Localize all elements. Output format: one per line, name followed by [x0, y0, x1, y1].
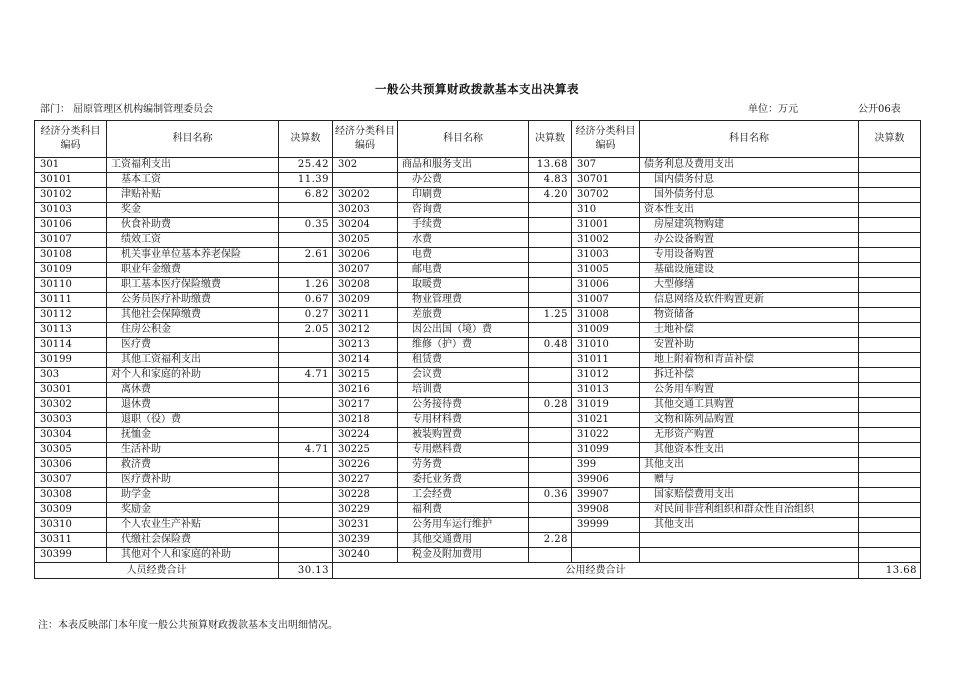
- name-cell: 专用材料费: [398, 413, 529, 428]
- name-cell: 其他支出: [640, 518, 859, 533]
- name-cell: 税金及附加费用: [398, 548, 529, 563]
- name-cell: [640, 533, 859, 548]
- name-cell: 取暖费: [398, 278, 529, 293]
- code-cell: 31007: [572, 293, 640, 308]
- code-cell: 31021: [572, 413, 640, 428]
- amount-cell: [859, 218, 921, 233]
- code-cell: 310: [572, 203, 640, 218]
- name-cell: 物业管理费: [398, 293, 529, 308]
- code-cell: 30204: [333, 218, 398, 233]
- code-cell: 303: [35, 368, 107, 383]
- name-cell: 离休费: [107, 383, 279, 398]
- code-cell: 30203: [333, 203, 398, 218]
- table-row: [35, 428, 921, 443]
- name-cell: 其他社会保障缴费: [107, 308, 279, 323]
- name-cell: 工会经费: [398, 488, 529, 503]
- amount-cell: [859, 443, 921, 458]
- code-cell: 30112: [35, 308, 107, 323]
- code-cell: 30108: [35, 248, 107, 263]
- amount-cell: 0.35: [279, 218, 333, 233]
- amount-cell: [859, 353, 921, 368]
- name-cell: 机关事业单位基本养老保险: [107, 248, 279, 263]
- code-cell: 301: [35, 158, 107, 173]
- amount-cell: [859, 428, 921, 443]
- name-cell: 物资储备: [640, 308, 859, 323]
- code-cell: 31003: [572, 248, 640, 263]
- name-cell: 国外债务付息: [640, 188, 859, 203]
- code-cell: 30101: [35, 173, 107, 188]
- amount-cell: [859, 323, 921, 338]
- code-cell: 30701: [572, 173, 640, 188]
- table-row: [35, 323, 921, 338]
- code-cell: 30228: [333, 488, 398, 503]
- name-cell: 津贴补贴: [107, 188, 279, 203]
- code-cell: 30212: [333, 323, 398, 338]
- table-row: [35, 278, 921, 293]
- code-cell: 30309: [35, 503, 107, 518]
- name-cell: 培训费: [398, 383, 529, 398]
- name-cell: 办公费: [398, 173, 529, 188]
- code-cell: 30229: [333, 503, 398, 518]
- code-cell: 30307: [35, 473, 107, 488]
- amount-cell: [529, 458, 572, 473]
- amount-cell: [859, 293, 921, 308]
- name-cell: 无形资产购置: [640, 428, 859, 443]
- code-cell: [572, 533, 640, 548]
- name-cell: 公务用车购置: [640, 383, 859, 398]
- table-row: [35, 338, 921, 353]
- name-cell: 其他工资福利支出: [107, 353, 279, 368]
- code-cell: 30226: [333, 458, 398, 473]
- code-cell: 31019: [572, 398, 640, 413]
- header-name-1: 科目名称: [107, 121, 279, 158]
- amount-cell: [279, 233, 333, 248]
- amount-cell: [529, 233, 572, 248]
- name-cell: 基本工资: [107, 173, 279, 188]
- table-row: [35, 443, 921, 458]
- code-cell: 30218: [333, 413, 398, 428]
- code-cell: 30211: [333, 308, 398, 323]
- amount-cell: [529, 353, 572, 368]
- name-cell: 维修（护）费: [398, 338, 529, 353]
- table-row: [35, 263, 921, 278]
- table-row: [35, 248, 921, 263]
- public-total-label: 公用经费合计: [333, 563, 859, 579]
- amount-cell: [279, 533, 333, 548]
- amount-cell: [859, 548, 921, 563]
- amount-cell: [859, 263, 921, 278]
- code-cell: 30239: [333, 533, 398, 548]
- amount-cell: [859, 533, 921, 548]
- code-cell: [572, 548, 640, 563]
- table-row: [35, 398, 921, 413]
- amount-cell: 1.25: [529, 308, 572, 323]
- table-row: [35, 353, 921, 368]
- name-cell: 因公出国（境）费: [398, 323, 529, 338]
- code-cell: 30206: [333, 248, 398, 263]
- table-row: [35, 368, 921, 383]
- amount-cell: [279, 203, 333, 218]
- code-cell: 30311: [35, 533, 107, 548]
- amount-cell: 0.28: [529, 398, 572, 413]
- amount-cell: [529, 323, 572, 338]
- amount-cell: [529, 368, 572, 383]
- amount-cell: [529, 293, 572, 308]
- amount-cell: [859, 158, 921, 173]
- name-cell: 差旅费: [398, 308, 529, 323]
- amount-cell: [529, 473, 572, 488]
- name-cell: 公务接待费: [398, 398, 529, 413]
- expenditure-table: [34, 120, 921, 579]
- amount-cell: 25.42: [279, 158, 333, 173]
- name-cell: 个人农业生产补贴: [107, 518, 279, 533]
- code-cell: 30303: [35, 413, 107, 428]
- header-amount-1: 决算数: [279, 121, 333, 158]
- amount-cell: 4.71: [279, 368, 333, 383]
- personnel-total-label: 人员经费合计: [35, 563, 279, 579]
- name-cell: 土地补偿: [640, 323, 859, 338]
- amount-cell: [859, 278, 921, 293]
- table-row: [35, 188, 921, 203]
- header-amount-2: 决算数: [529, 121, 572, 158]
- name-cell: 代缴社会保险费: [107, 533, 279, 548]
- name-cell: 其他对个人和家庭的补助: [107, 548, 279, 563]
- name-cell: 信息网络及软件购置更新: [640, 293, 859, 308]
- amount-cell: [279, 398, 333, 413]
- code-cell: 31009: [572, 323, 640, 338]
- amount-cell: [859, 383, 921, 398]
- header-code-2: 经济分类科目编码: [333, 121, 398, 158]
- code-cell: 39908: [572, 503, 640, 518]
- table-row: [35, 488, 921, 503]
- table-row: [35, 458, 921, 473]
- unit-label: 单位：万元: [748, 104, 798, 115]
- amount-cell: [529, 518, 572, 533]
- name-cell: 国内债务付息: [640, 173, 859, 188]
- code-cell: 31001: [572, 218, 640, 233]
- table-row: [35, 173, 921, 188]
- name-cell: 文物和陈列品购置: [640, 413, 859, 428]
- amount-cell: [279, 503, 333, 518]
- name-cell: 专用设备购置: [640, 248, 859, 263]
- name-cell: 债务利息及费用支出: [640, 158, 859, 173]
- code-cell: 30107: [35, 233, 107, 248]
- amount-cell: [279, 473, 333, 488]
- name-cell: 手续费: [398, 218, 529, 233]
- name-cell: 福利费: [398, 503, 529, 518]
- code-cell: 30224: [333, 428, 398, 443]
- name-cell: 生活补助: [107, 443, 279, 458]
- name-cell: 公务用车运行维护: [398, 518, 529, 533]
- amount-cell: [529, 203, 572, 218]
- code-cell: 30103: [35, 203, 107, 218]
- amount-cell: [529, 278, 572, 293]
- name-cell: 其他交通费用: [398, 533, 529, 548]
- code-cell: 30216: [333, 383, 398, 398]
- code-cell: 30102: [35, 188, 107, 203]
- amount-cell: [859, 458, 921, 473]
- code-cell: 30305: [35, 443, 107, 458]
- name-cell: [640, 548, 859, 563]
- amount-cell: 4.71: [279, 443, 333, 458]
- amount-cell: [279, 548, 333, 563]
- table-row: [35, 548, 921, 563]
- amount-cell: [859, 398, 921, 413]
- amount-cell: [529, 503, 572, 518]
- code-cell: 31005: [572, 263, 640, 278]
- table-row: [35, 383, 921, 398]
- amount-cell: [279, 458, 333, 473]
- name-cell: 咨询费: [398, 203, 529, 218]
- name-cell: 抚恤金: [107, 428, 279, 443]
- amount-cell: [859, 518, 921, 533]
- header-row: [35, 121, 921, 158]
- table-row: [35, 203, 921, 218]
- amount-cell: [529, 428, 572, 443]
- name-cell: 租赁费: [398, 353, 529, 368]
- name-cell: 地上附着物和青苗补偿: [640, 353, 859, 368]
- personnel-total-value: 30.13: [279, 563, 333, 579]
- amount-cell: [279, 428, 333, 443]
- name-cell: 基础设施建设: [640, 263, 859, 278]
- amount-cell: [529, 443, 572, 458]
- code-cell: 30306: [35, 458, 107, 473]
- table-row: [35, 218, 921, 233]
- public-total-value: 13.68: [859, 563, 921, 579]
- code-cell: 30106: [35, 218, 107, 233]
- amount-cell: [859, 233, 921, 248]
- name-cell: 其他支出: [640, 458, 859, 473]
- amount-cell: [279, 518, 333, 533]
- code-cell: 30199: [35, 353, 107, 368]
- code-cell: 30227: [333, 473, 398, 488]
- amount-cell: [529, 548, 572, 563]
- code-cell: 30217: [333, 398, 398, 413]
- code-cell: 302: [333, 158, 398, 173]
- name-cell: 职业年金缴费: [107, 263, 279, 278]
- code-cell: 30208: [333, 278, 398, 293]
- name-cell: 印刷费: [398, 188, 529, 203]
- code-cell: 31013: [572, 383, 640, 398]
- code-cell: 30109: [35, 263, 107, 278]
- table-row: [35, 233, 921, 248]
- amount-cell: [529, 413, 572, 428]
- table-row: [35, 473, 921, 488]
- code-cell: 31022: [572, 428, 640, 443]
- code-cell: 30213: [333, 338, 398, 353]
- name-cell: 会议费: [398, 368, 529, 383]
- code-cell: 31008: [572, 308, 640, 323]
- amount-cell: 4.83: [529, 173, 572, 188]
- amount-cell: [859, 368, 921, 383]
- code-cell: 31012: [572, 368, 640, 383]
- name-cell: 商品和服务支出: [398, 158, 529, 173]
- header-amount-3: 决算数: [859, 121, 921, 158]
- code-cell: [333, 173, 398, 188]
- amount-cell: 1.26: [279, 278, 333, 293]
- code-cell: 39907: [572, 488, 640, 503]
- name-cell: 安置补助: [640, 338, 859, 353]
- amount-cell: [529, 248, 572, 263]
- name-cell: 医疗费: [107, 338, 279, 353]
- amount-cell: [279, 413, 333, 428]
- footnote: 注：本表反映部门本年度一般公共预算财政拨款基本支出明细情况。: [38, 620, 338, 631]
- code-cell: 30114: [35, 338, 107, 353]
- name-cell: 救济费: [107, 458, 279, 473]
- department-label: 部门： 屈原管理区机构编制管理委员会: [40, 104, 214, 115]
- table-row: [35, 293, 921, 308]
- code-cell: 30110: [35, 278, 107, 293]
- name-cell: 劳务费: [398, 458, 529, 473]
- amount-cell: [859, 488, 921, 503]
- code-cell: 30202: [333, 188, 398, 203]
- amount-cell: 11.39: [279, 173, 333, 188]
- code-cell: 30214: [333, 353, 398, 368]
- amount-cell: 2.61: [279, 248, 333, 263]
- amount-cell: [859, 413, 921, 428]
- amount-cell: [859, 338, 921, 353]
- name-cell: 其他资本性支出: [640, 443, 859, 458]
- name-cell: 国家赔偿费用支出: [640, 488, 859, 503]
- name-cell: 医疗费补助: [107, 473, 279, 488]
- table-row: [35, 158, 921, 173]
- amount-cell: [529, 383, 572, 398]
- amount-cell: [279, 338, 333, 353]
- amount-cell: 6.82: [279, 188, 333, 203]
- amount-cell: [859, 188, 921, 203]
- code-cell: 30215: [333, 368, 398, 383]
- code-cell: 30399: [35, 548, 107, 563]
- code-cell: 39906: [572, 473, 640, 488]
- name-cell: 专用燃料费: [398, 443, 529, 458]
- amount-cell: [859, 203, 921, 218]
- code-cell: 30702: [572, 188, 640, 203]
- name-cell: 邮电费: [398, 263, 529, 278]
- code-cell: 30205: [333, 233, 398, 248]
- amount-cell: 0.36: [529, 488, 572, 503]
- name-cell: 对个人和家庭的补助: [107, 368, 279, 383]
- code-cell: 31010: [572, 338, 640, 353]
- table-row: [35, 533, 921, 548]
- code-cell: 30209: [333, 293, 398, 308]
- name-cell: 对民间非营利组织和群众性自治组织: [640, 503, 859, 518]
- name-cell: 职工基本医疗保险缴费: [107, 278, 279, 293]
- name-cell: 被装购置费: [398, 428, 529, 443]
- code-cell: 30207: [333, 263, 398, 278]
- name-cell: 拆迁补偿: [640, 368, 859, 383]
- name-cell: 助学金: [107, 488, 279, 503]
- amount-cell: [529, 263, 572, 278]
- amount-cell: [529, 218, 572, 233]
- code-cell: 399: [572, 458, 640, 473]
- amount-cell: 0.27: [279, 308, 333, 323]
- amount-cell: [279, 353, 333, 368]
- amount-cell: [279, 263, 333, 278]
- name-cell: 绩效工资: [107, 233, 279, 248]
- code-cell: 39999: [572, 518, 640, 533]
- name-cell: 公务员医疗补助缴费: [107, 293, 279, 308]
- code-cell: 30113: [35, 323, 107, 338]
- name-cell: 委托业务费: [398, 473, 529, 488]
- code-cell: 30310: [35, 518, 107, 533]
- code-cell: 30304: [35, 428, 107, 443]
- header-code-3: 经济分类科目编码: [572, 121, 640, 158]
- name-cell: 住房公积金: [107, 323, 279, 338]
- header-name-3: 科目名称: [640, 121, 859, 158]
- name-cell: 大型修缮: [640, 278, 859, 293]
- name-cell: 其他交通工具购置: [640, 398, 859, 413]
- amount-cell: [859, 248, 921, 263]
- name-cell: 奖金: [107, 203, 279, 218]
- amount-cell: [279, 383, 333, 398]
- name-cell: 工资福利支出: [107, 158, 279, 173]
- name-cell: 奖励金: [107, 503, 279, 518]
- amount-cell: 0.67: [279, 293, 333, 308]
- name-cell: 办公设备购置: [640, 233, 859, 248]
- amount-cell: 2.05: [279, 323, 333, 338]
- code-cell: 30111: [35, 293, 107, 308]
- table-row: [35, 503, 921, 518]
- amount-cell: [859, 308, 921, 323]
- amount-cell: [859, 503, 921, 518]
- code-cell: 30240: [333, 548, 398, 563]
- name-cell: 电费: [398, 248, 529, 263]
- name-cell: 赠与: [640, 473, 859, 488]
- code-cell: 30225: [333, 443, 398, 458]
- name-cell: 退休费: [107, 398, 279, 413]
- name-cell: 水费: [398, 233, 529, 248]
- code-cell: 31011: [572, 353, 640, 368]
- header-name-2: 科目名称: [398, 121, 529, 158]
- amount-cell: 13.68: [529, 158, 572, 173]
- amount-cell: 2.28: [529, 533, 572, 548]
- name-cell: 资本性支出: [640, 203, 859, 218]
- amount-cell: [859, 473, 921, 488]
- report-title: 一般公共预算财政拨款基本支出决算表: [375, 82, 579, 96]
- amount-cell: [859, 173, 921, 188]
- table-row: [35, 308, 921, 323]
- table-row: [35, 518, 921, 533]
- amount-cell: 0.48: [529, 338, 572, 353]
- amount-cell: [279, 488, 333, 503]
- amount-cell: 4.20: [529, 188, 572, 203]
- code-cell: 30231: [333, 518, 398, 533]
- code-cell: 31099: [572, 443, 640, 458]
- code-cell: 30301: [35, 383, 107, 398]
- code-cell: 30302: [35, 398, 107, 413]
- name-cell: 退职（役）费: [107, 413, 279, 428]
- name-cell: 伙食补助费: [107, 218, 279, 233]
- header-code-1: 经济分类科目编码: [35, 121, 107, 158]
- table-row: [35, 413, 921, 428]
- table-number: 公开06表: [858, 104, 901, 115]
- code-cell: 31006: [572, 278, 640, 293]
- name-cell: 房屋建筑物购建: [640, 218, 859, 233]
- code-cell: 30308: [35, 488, 107, 503]
- code-cell: 31002: [572, 233, 640, 248]
- total-row: [35, 563, 921, 579]
- code-cell: 307: [572, 158, 640, 173]
